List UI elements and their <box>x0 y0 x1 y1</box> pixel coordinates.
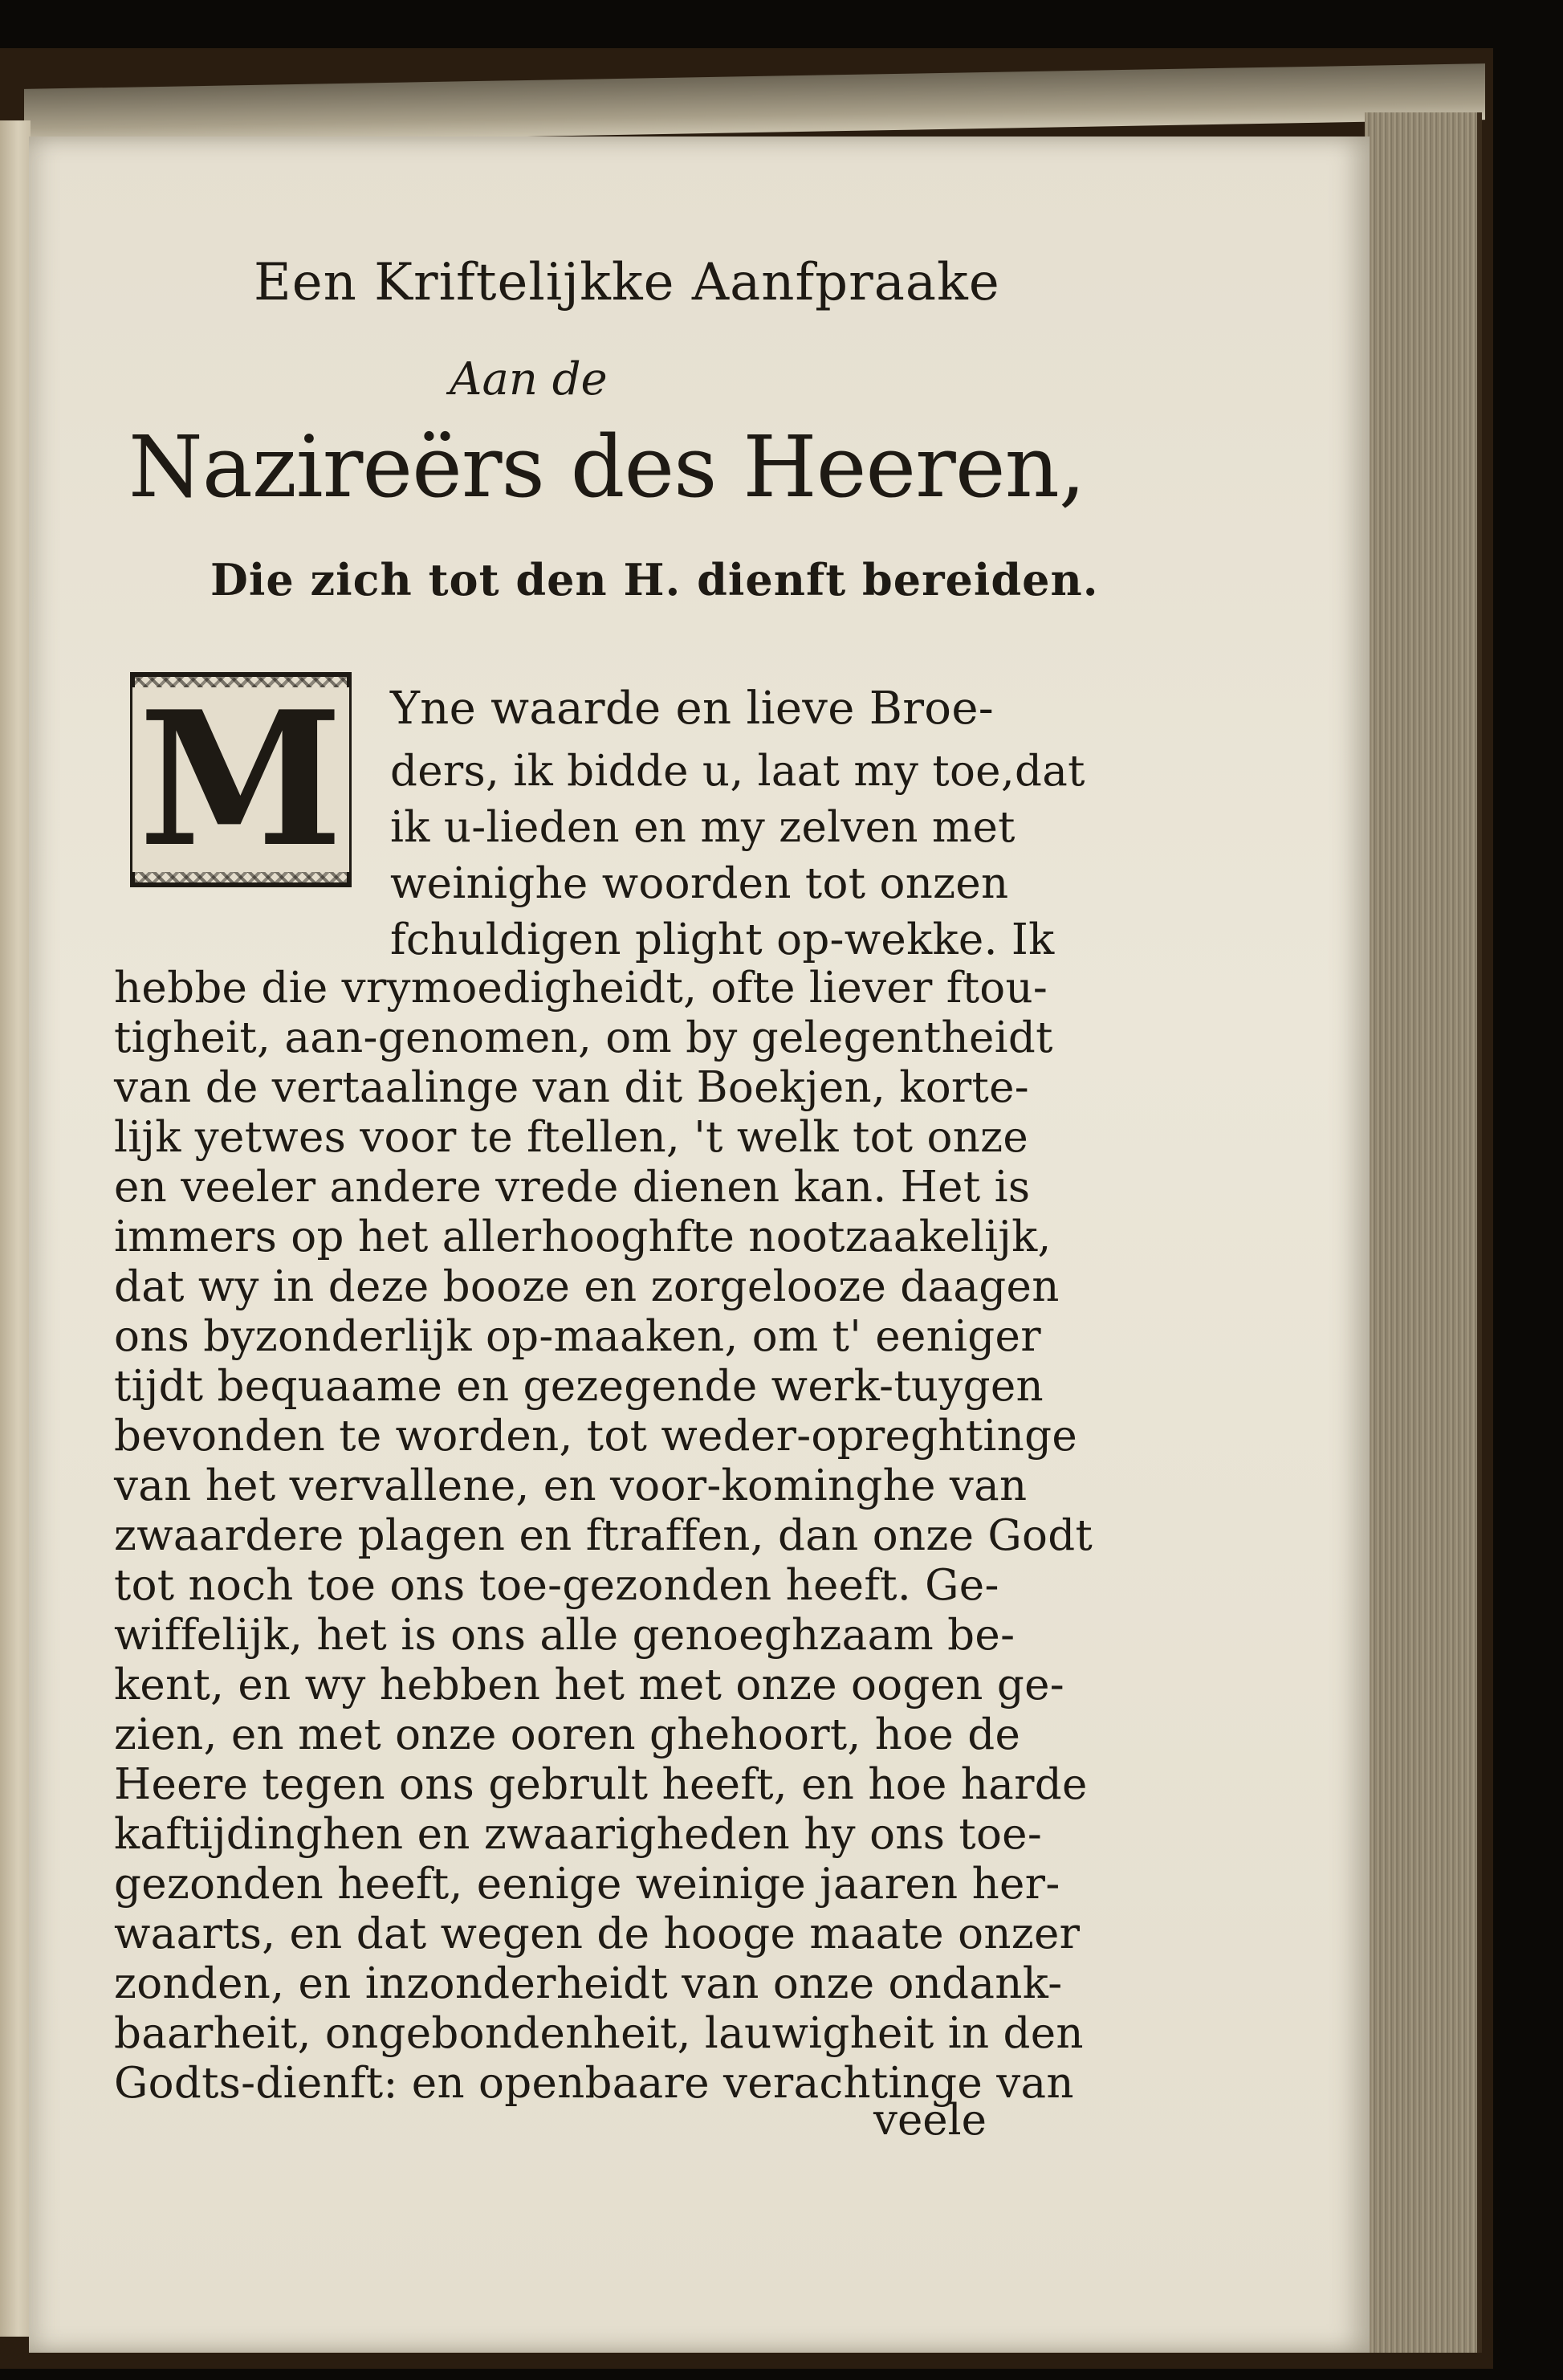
body-line-7: tigheit, aan-genomen, om by gelegentheidt <box>114 1013 1053 1062</box>
body-line-9: lijk yetwes voor te ftellen, 't welk tot onze <box>114 1113 1029 1162</box>
heading-title: Een Kriftelijkke Aanfpraake <box>254 253 1000 312</box>
heading-main-title: Nazireërs des Heeren, <box>128 418 1085 516</box>
body-line-17: zwaardere plagen en ftraffen, dan onze Godt <box>114 1511 1093 1560</box>
body-line-4: weinighe woorden tot onzen <box>390 859 1009 908</box>
body-line-6: hebbe die vrymoedigheidt, ofte liever ftou- <box>114 964 1048 1013</box>
body-line-22: Heere tegen ons gebrult heeft, en hoe harde <box>114 1760 1088 1809</box>
body-line-26: zonden, en inzonderheidt van onze ondank- <box>114 1959 1063 2008</box>
body-line-24: gezonden heeft, eenige weinige jaaren her- <box>114 1860 1060 1909</box>
body-line-15: bevonden te worden, tot weder-opreghtinge <box>114 1412 1077 1461</box>
body-line-12: dat wy in deze booze en zorgelooze daagen <box>114 1262 1060 1311</box>
body-line-19: wiffelijk, het is ons alle genoeghzaam be- <box>114 1611 1016 1660</box>
body-line-1: Yne waarde en lieve Broe- <box>390 683 994 735</box>
body-line-11: immers op het allerhooghfte nootzaakelijk, <box>114 1212 1052 1261</box>
body-line-23: kaftijdinghen en zwaarigheden hy ons toe- <box>114 1810 1043 1859</box>
left-page-edge <box>0 120 31 2337</box>
heading-blackletter-line: Die zich tot den H. dienft bereiden. <box>210 554 1099 605</box>
heading-subtitle: Aan de <box>450 353 608 405</box>
body-line-14: tijdt bequaame en gezegende werk-tuygen <box>114 1362 1044 1411</box>
body-line-21: zien, en met onze ooren ghehoort, hoe de <box>114 1710 1021 1759</box>
page-block-edges <box>1365 112 1482 2353</box>
body-line-3: ik u-lieden en my zelven met <box>390 803 1016 852</box>
drop-cap-letter: M <box>132 687 350 872</box>
ornamental-drop-cap <box>130 672 352 887</box>
body-line-28: Godts-dienft: en openbaare verachtinge van <box>114 2059 1074 2108</box>
body-line-8: van de vertaalinge van dit Boekjen, korte- <box>114 1063 1030 1112</box>
body-line-16: van het vervallene, en voor-kominghe van <box>114 1461 1028 1510</box>
body-line-18: tot noch toe ons toe-gezonden heeft. Ge- <box>114 1561 999 1610</box>
body-line-5: fchuldigen plight op-wekke. Ik <box>390 915 1055 964</box>
body-line-20: kent, en wy hebben het met onze oogen ge- <box>114 1661 1064 1710</box>
body-line-2: ders, ik bidde u, laat my toe,dat <box>390 747 1085 796</box>
catchword: veele <box>873 2096 987 2145</box>
body-line-27: baarheit, ongebondenheit, lauwigheit in den <box>114 2009 1084 2058</box>
body-line-25: waarts, en dat wegen de hooge maate onzer <box>114 1909 1081 1958</box>
body-line-13: ons byzonderlijk op-maaken, om t' eeniger <box>114 1312 1041 1361</box>
body-line-10: en veeler andere vrede dienen kan. Het is <box>114 1163 1031 1212</box>
